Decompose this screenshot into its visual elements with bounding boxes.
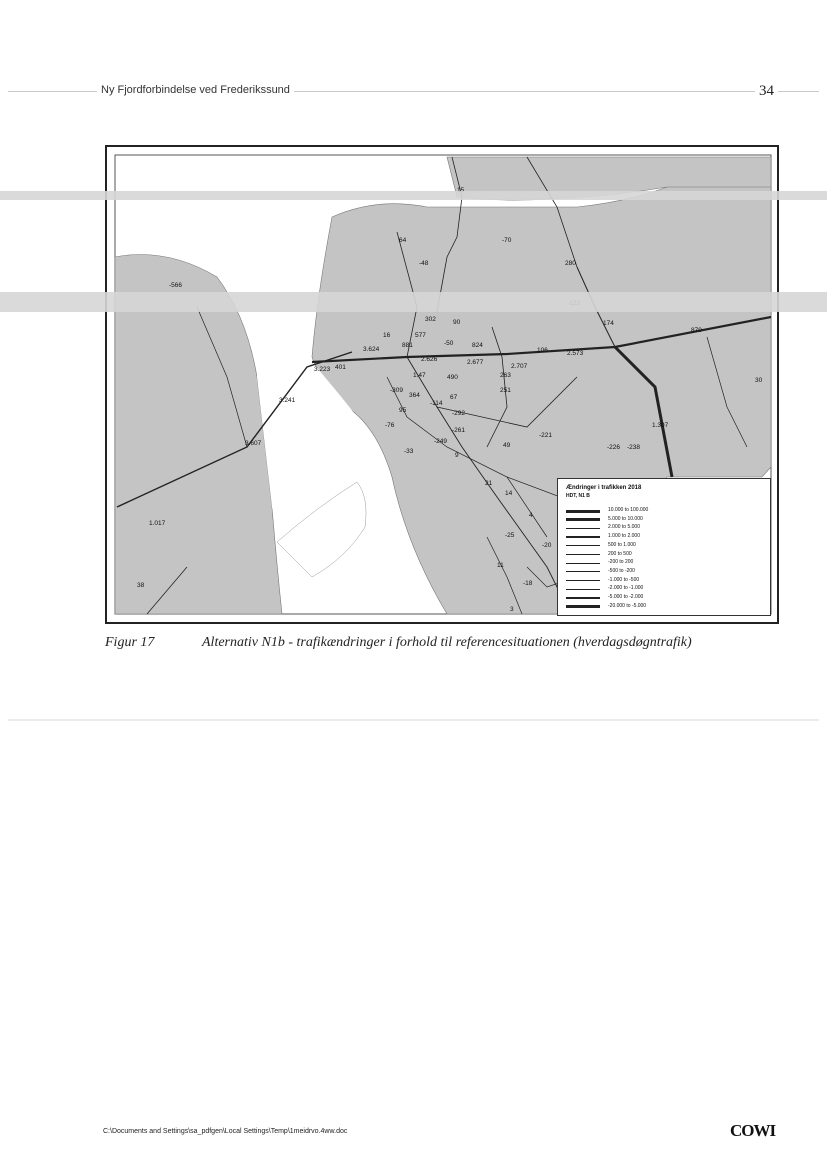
- legend-row: [566, 568, 766, 576]
- scan-faint-rule: [8, 719, 819, 721]
- map-label: 21: [485, 480, 493, 487]
- map-label: 95: [399, 407, 407, 414]
- map-label: -226: [607, 444, 621, 451]
- legend-line-sample: [566, 589, 600, 590]
- map-label: 2.707: [511, 363, 528, 370]
- map-label: 577: [415, 332, 426, 339]
- map-label: 3.241: [279, 397, 296, 404]
- legend-row: [566, 551, 766, 559]
- legend-row: [566, 507, 766, 515]
- map-label: -76: [385, 422, 395, 429]
- map-label: 11: [497, 562, 504, 569]
- map-label: 16: [383, 332, 391, 339]
- footer-file-path: C:\Documents and Settings\sa_pdfgen\Local Settings\Temp\1meidrvo.4ww.doc: [103, 1128, 348, 1135]
- map-label: 90: [453, 319, 461, 326]
- legend-range-label: -2.000 to -1.000: [608, 585, 644, 592]
- map-label: 280: [565, 260, 576, 267]
- map-label: 881: [402, 342, 413, 349]
- map-label: 4: [529, 512, 533, 519]
- map-label: 1.47: [413, 372, 426, 379]
- legend-line-sample: [566, 545, 600, 546]
- map-label: -18: [523, 580, 533, 587]
- map-label: 3: [510, 606, 514, 613]
- map-label: -238: [627, 444, 641, 451]
- map-label: 38: [137, 582, 145, 589]
- legend-range-label: 200 to 500: [608, 550, 632, 557]
- map-label: 64: [399, 237, 407, 244]
- legend-range-label: -1.000 to -500: [608, 576, 640, 583]
- map-label: 824: [472, 342, 483, 349]
- map-label: -20: [542, 542, 552, 549]
- legend-line-sample: [566, 563, 600, 564]
- legend-row: [566, 577, 766, 585]
- legend-range-label: -500 to -200: [608, 567, 635, 574]
- legend-row: [566, 585, 766, 593]
- figure-label: Figur 17: [105, 635, 155, 650]
- legend-row: [566, 533, 766, 541]
- map-label: 1.017: [149, 520, 166, 527]
- map-label: -70: [502, 237, 512, 244]
- cowi-logo: COWI: [730, 1121, 776, 1140]
- map-label: -25: [505, 532, 515, 539]
- legend-range-label: 10.000 to 100.000: [608, 507, 649, 513]
- legend-line-sample: [566, 580, 600, 581]
- map-label: 879: [691, 327, 702, 334]
- scan-artifact-band: [0, 292, 827, 312]
- map-label: 2.573: [567, 350, 584, 357]
- map-label: 174: [603, 320, 614, 327]
- scan-artifact-band: [0, 191, 827, 200]
- legend-row: [566, 516, 766, 524]
- map-label: -48: [419, 260, 429, 267]
- map-label: 364: [409, 392, 420, 399]
- page-number: 34: [755, 83, 778, 100]
- map-label: 1.307: [652, 422, 669, 429]
- map-label: -261: [452, 427, 466, 434]
- legend-row: [566, 603, 766, 611]
- map-label: -221: [539, 432, 553, 439]
- legend-range-label: 5.000 to 10.000: [608, 515, 643, 522]
- map-label: 3.624: [363, 346, 380, 353]
- map-label: 3.223: [314, 366, 331, 373]
- map-label: 401: [335, 364, 346, 371]
- legend-range-label: 500 to 1.000: [608, 541, 636, 548]
- map-label: 2.677: [467, 359, 484, 366]
- map-label: 106: [537, 347, 548, 354]
- legend-line-sample: [566, 605, 600, 609]
- map-label: 302: [425, 316, 436, 323]
- map-label: -50: [444, 340, 454, 347]
- legend-row: [566, 559, 766, 567]
- legend-line-sample: [566, 536, 600, 537]
- legend-range-label: -200 to 200: [608, 559, 634, 566]
- legend-range-label: -20.000 to -5.000: [608, 602, 647, 609]
- figure-caption: Alternativ N1b - trafikændringer i forhold til referencesituationen (hverdagsdøgntrafik): [202, 635, 692, 650]
- legend-line-sample: [566, 528, 600, 530]
- map-label: -292: [452, 410, 466, 417]
- map-label: -33: [404, 448, 414, 455]
- map-label: 251: [500, 387, 511, 394]
- legend-line-sample: [566, 510, 600, 513]
- map-label: 490: [447, 374, 458, 381]
- legend-subtitle: HDT, N1 B: [566, 493, 590, 499]
- map-label: 67: [450, 394, 458, 401]
- legend-range-label: 1.000 to 2.000: [608, 533, 640, 540]
- map-label: 14: [505, 490, 513, 497]
- map-label: -249: [434, 438, 448, 445]
- legend-row: [566, 542, 766, 550]
- legend-line-sample: [566, 554, 600, 555]
- map-label: 9: [455, 452, 459, 459]
- legend-line-sample: [566, 518, 600, 521]
- legend-line-sample: [566, 597, 600, 599]
- map-label: 30: [755, 377, 763, 384]
- map-label: 263: [500, 372, 511, 379]
- map-label: -566: [169, 282, 183, 289]
- legend-range-label: -5.000 to -2.000: [608, 594, 644, 600]
- map-label: 2.626: [421, 356, 438, 363]
- map-label: 3.607: [245, 440, 262, 447]
- map-label: -309: [390, 387, 404, 394]
- legend-title: Ændringer i trafikken 2018: [566, 485, 642, 491]
- document-title: Ny Fjordforbindelse ved Frederikssund: [97, 84, 294, 96]
- map-legend: [557, 478, 771, 616]
- legend-range-label: 2.000 to 5.000: [608, 524, 640, 531]
- map-label: 49: [503, 442, 511, 449]
- legend-line-sample: [566, 571, 600, 572]
- legend-row: [566, 594, 766, 602]
- map-label: -114: [430, 400, 443, 407]
- legend-row: [566, 524, 766, 532]
